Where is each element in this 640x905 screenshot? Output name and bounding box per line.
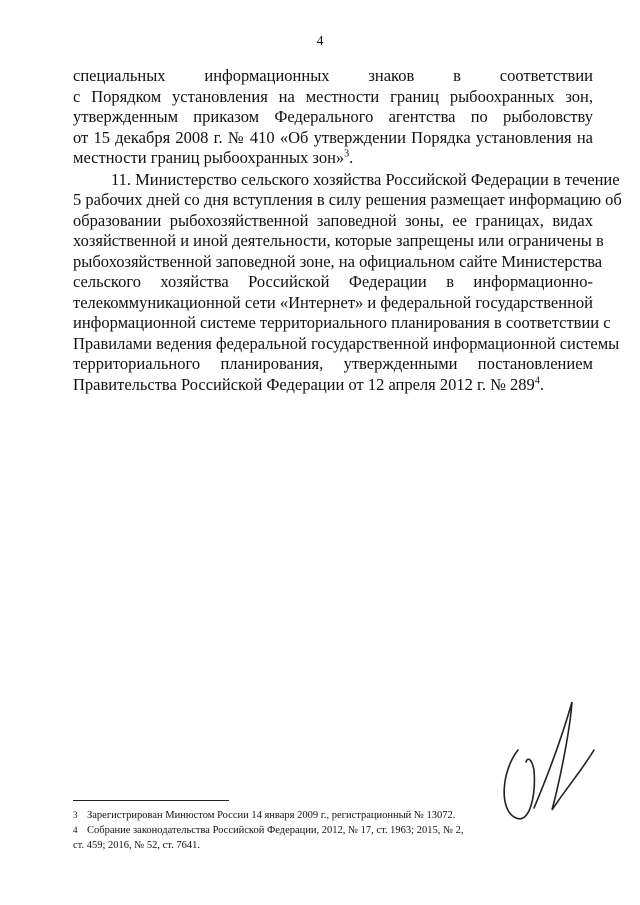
text-line: с Порядком установления на местности границ рыбоохранных зон, — [73, 86, 593, 106]
footnote-number: 3 — [73, 810, 78, 820]
footnote-text: Собрание законодательства Российской Федерации, 2012, № 17, ст. 1963; 2015, № 2, — [87, 825, 464, 836]
text-segment: местности границ рыбоохранных зон» — [73, 148, 345, 167]
text-line: 11. Министерство сельского хозяйства Российской Федерации в течение — [111, 169, 620, 189]
punctuation: . — [349, 148, 354, 167]
page-number: 4 — [316, 34, 324, 49]
text-segment: Правительства Российской Федерации от 12 апреля 2012 г. № 289 — [73, 374, 535, 394]
text-line: телекоммуникационной сети «Интернет» и федеральной государственной — [73, 292, 593, 312]
signature-image — [490, 690, 600, 840]
footnote-number: 4 — [73, 825, 78, 835]
text-line — [73, 148, 593, 169]
text-line — [73, 375, 593, 396]
text-line: рыбохозяйственной заповедной зоне, на официальном сайте Министерства — [73, 251, 603, 271]
text-line: Правилами ведения федеральной государственной информационной системы — [73, 333, 620, 353]
footnote-4-continuation: ст. 459; 2016, № 52, ст. 7641. — [73, 840, 200, 851]
text-line: специальных информационных знаков в соответствии — [73, 66, 593, 85]
text-line: сельского хозяйства Российской Федерации в информационно- — [73, 272, 593, 291]
footnote-4 — [73, 823, 493, 838]
text-line: 5 рабочих дней со дня вступления в силу решения размещает информацию об — [73, 190, 622, 209]
text-line: образовании рыбохозяйственной заповедной зоны, ее границах, видах — [73, 210, 593, 230]
text-line: от 15 декабря 2008 г. № 410 «Об утверждении Порядка установления на — [73, 127, 593, 147]
document-body — [73, 66, 622, 395]
footnote-divider — [73, 800, 229, 801]
text-line: хозяйственной и иной деятельности, которые запрещены или ограничены в — [73, 231, 604, 250]
text-line: территориального планирования, утвержденными постановлением — [73, 354, 593, 373]
text-line: утвержденным приказом Федерального агентства по рыболовству — [73, 107, 593, 126]
footnote-ref-3[interactable]: 3 — [344, 148, 350, 160]
footnote-ref-4[interactable]: 4 — [534, 375, 540, 386]
footnote-text: Зарегистрирован Минюстом России 14 января 2009 г., регистрационный № 13072. — [87, 810, 456, 821]
footnote-3 — [73, 808, 493, 823]
footnotes — [73, 808, 493, 853]
text-line: информационной системе территориального планирования в соответствии с — [73, 313, 611, 332]
punctuation: . — [539, 374, 544, 394]
